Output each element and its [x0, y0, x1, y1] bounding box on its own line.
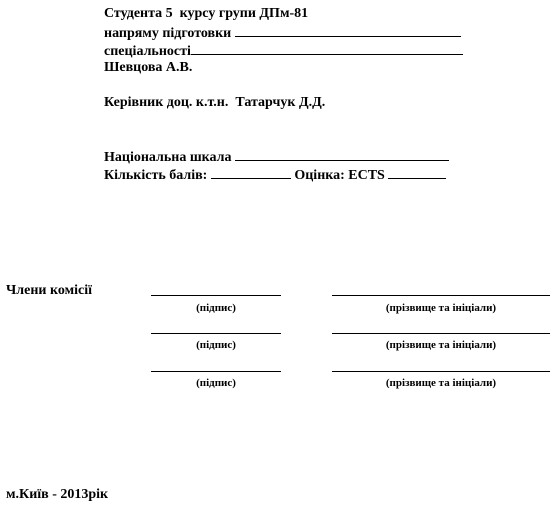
national-scale-blank — [235, 148, 449, 161]
specialty-row — [104, 42, 463, 60]
points-row — [104, 166, 446, 184]
signature-caption-1: (підпис) — [196, 302, 236, 314]
name-caption-3: (прізвище та ініціали) — [385, 377, 497, 389]
points-blank — [211, 166, 291, 179]
name-line-3 — [332, 371, 550, 372]
signature-line-2 — [151, 333, 281, 334]
direction-blank — [235, 24, 461, 37]
name-line-2 — [332, 333, 550, 334]
specialty-label: спеціальності — [104, 44, 191, 59]
specialty-blank — [191, 42, 463, 55]
direction-row — [104, 24, 461, 42]
student-line: Студента 5 курсу групи ДПм-81 — [104, 6, 309, 21]
footer-city-year: м.Київ - 2013рік — [6, 487, 109, 502]
name-line-1 — [332, 295, 550, 296]
commission-label: Члени комісії — [6, 283, 93, 298]
ects-blank — [388, 166, 446, 179]
name-caption-2: (прізвище та ініціали) — [385, 339, 497, 351]
ects-label: Оцінка: ECTS — [294, 168, 385, 183]
national-scale-row — [104, 148, 449, 166]
name-caption-1: (прізвище та ініціали) — [385, 302, 497, 314]
signature-caption-3: (підпис) — [196, 377, 236, 389]
supervisor-line: Керівник доц. к.т.н. Татарчук Д.Д. — [104, 95, 326, 110]
points-label: Кількість балів: — [104, 168, 208, 183]
student-name: Шевцова А.В. — [104, 60, 193, 75]
signature-line-1 — [151, 295, 281, 296]
national-scale-label: Національна шкала — [104, 150, 232, 165]
signature-caption-2: (підпис) — [196, 339, 236, 351]
signature-line-3 — [151, 371, 281, 372]
direction-label: напряму підготовки — [104, 26, 232, 41]
